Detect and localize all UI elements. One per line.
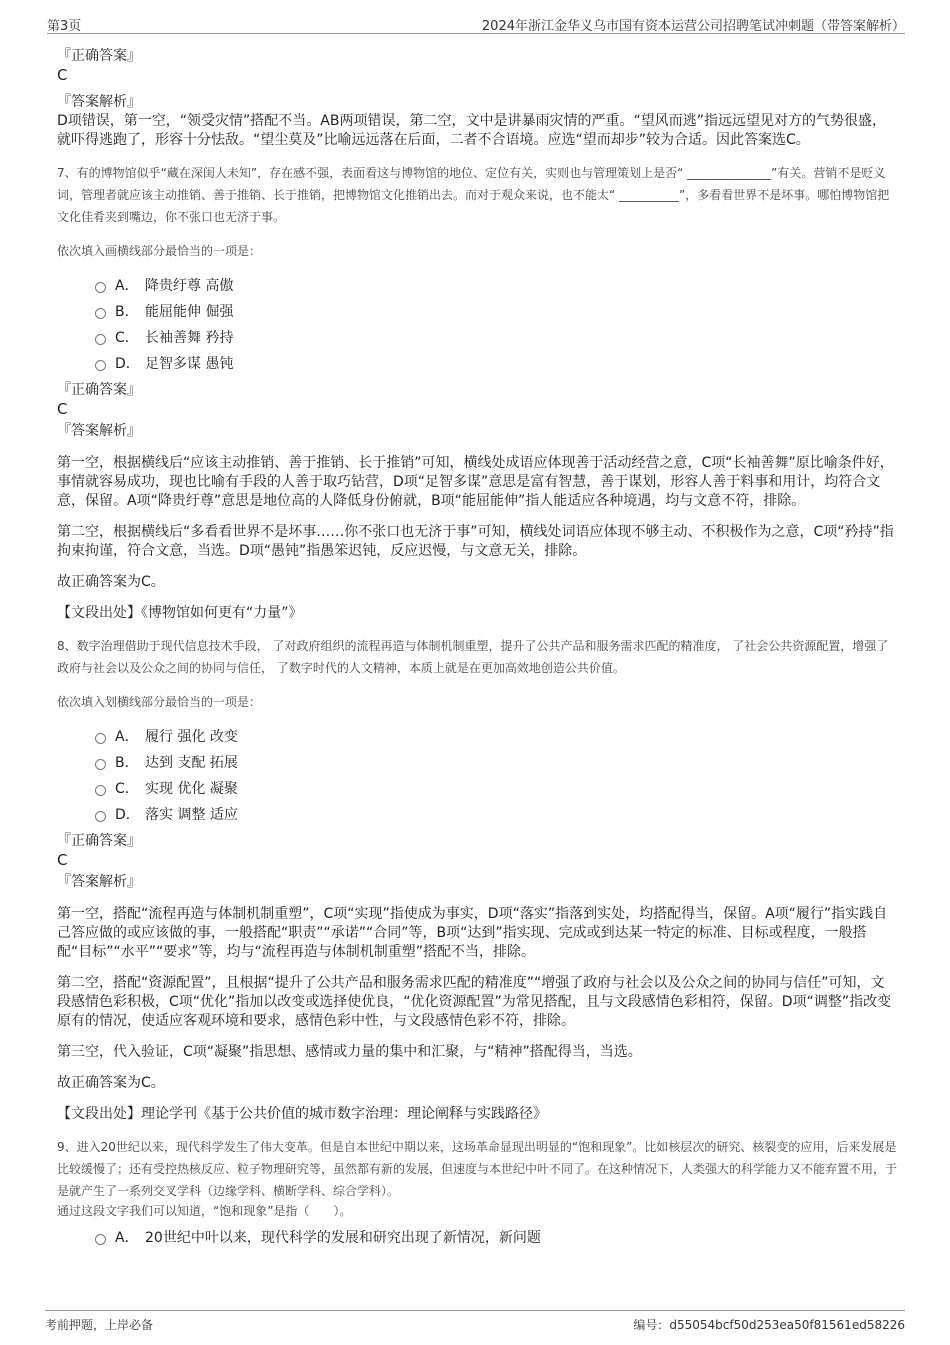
answer-label: 『正确答案』	[57, 833, 141, 849]
option-b[interactable]: B． 达到 支配 拓展	[95, 749, 897, 775]
option-d[interactable]: D． 落实 调整 适应	[95, 801, 897, 827]
question-9-stem: 9、进入20世纪以来，现代科学发生了伟大变革。但是自本世纪中期以来，这场革命显现出明显的“饱和现象”。比如核层次的研究、核裂变的应用，后来发展是比较缓慢了；还有受控热核反应、粒子物理研究等，虽然都有新的发展，但速度与本世纪中叶不同了。在这种情况下，人类强大的科学能力又不能弃置不用，于是就产生了一系列交叉学科（边缘学科、横断学科、综合学科）。	[57, 1140, 898, 1198]
option-a[interactable]: A． 20世纪中叶以来，现代科学的发展和研究出现了新情况，新问题	[95, 1224, 897, 1250]
option-d[interactable]: D． 足智多谋 愚钝	[95, 350, 897, 376]
radio-icon[interactable]	[95, 733, 106, 744]
question-7-options	[95, 272, 897, 376]
option-a[interactable]: A． 履行 强化 改变	[95, 723, 897, 749]
answer-label: 『正确答案』	[57, 382, 141, 398]
document-id: 编号：d55054bcf50d253ea50f81561ed58226	[633, 1318, 905, 1332]
analysis-label: 『答案解析』	[57, 874, 141, 890]
option-c[interactable]: C． 实现 优化 凝聚	[95, 775, 897, 801]
radio-icon[interactable]	[95, 334, 106, 345]
question-8-prompt: 依次填入划横线部分最恰当的一项是：	[57, 695, 262, 709]
analysis-paragraph: 第一空，搭配“流程再造与体制机制重塑”，C项“实现”指使成为事实，D项“落实”指落到实处，均搭配得当，保留。A项“履行”指实践自己答应做的或应该做的事，一般搭配“职责”“承诺”“合同”等，B项“达到”指实现、完成或到达某一特定的标准、目标或程度，一般搭配“目标”“水平”“要求”等，均与“流程再造与体制机制重塑”搭配不当，排除。	[57, 906, 888, 960]
analysis-paragraph: 故正确答案为C。	[57, 1075, 165, 1091]
radio-icon[interactable]	[95, 360, 106, 371]
question-7-stem: 7、有的博物馆似乎“藏在深闺人未知”，存在感不强，表面看这与博物馆的地位、定位有关，实则也与管理策划上是否“ ______________”有关。营销不是贬义词，管理者就应该主动推销、善于推销、长于推销，把博物馆文化推销出去。而对于观众来说，也不能太“ __________”，多看看世界不是坏事。哪怕博物馆把文化佳肴夹到嘴边，你不张口也无济于事。	[57, 166, 890, 224]
page-footer	[45, 1310, 905, 1337]
document-title: 2024年浙江金华义乌市国有资本运营公司招聘笔试冲刺题（带答案解析）	[481, 19, 905, 34]
analysis-paragraph: 故正确答案为C。	[57, 574, 165, 590]
answer-value: C	[57, 851, 68, 869]
radio-icon[interactable]	[95, 282, 106, 293]
page-number: 第3页	[47, 19, 82, 34]
option-c[interactable]: C． 长袖善舞 矜持	[95, 324, 897, 350]
analysis-label: 『答案解析』	[57, 423, 141, 439]
answer-value: C	[57, 66, 68, 84]
option-b[interactable]: B． 能屈能伸 倔强	[95, 298, 897, 324]
analysis-paragraph: 第二空，搭配“资源配置”，且根据“提升了公共产品和服务需求匹配的精准度”“增强了政府与社会以及公众之间的协同与信任”可知，文段感情色彩积极，C项“优化”指加以改变或选择使优良，“优化资源配置”为常见搭配，且与文段感情色彩相符，保留。D项“调整”指改变原有的情况，使适应客观环境和要求，感情色彩中性，与文段感情色彩不符，排除。	[57, 975, 892, 1029]
radio-icon[interactable]	[95, 308, 106, 319]
radio-icon[interactable]	[95, 1234, 106, 1245]
answer-label: 『正确答案』	[57, 48, 141, 64]
question-7-prompt: 依次填入画横线部分最恰当的一项是：	[57, 244, 262, 258]
footer-slogan: 考前押题，上岸必备	[45, 1318, 154, 1332]
source-citation: 【文段出处】《博物馆如何更有“力量”》	[57, 605, 303, 621]
radio-icon[interactable]	[95, 785, 106, 796]
question-9-prompt: 通过这段文字我们可以知道，“饱和现象”是指（ ）。	[57, 1204, 352, 1218]
analysis-paragraph: 第一空，根据横线后“应该主动推销、善于推销、长于推销”可知，横线处成语应体现善于活动经营之意，C项“长袖善舞”原比喻条件好，事情就容易成功，现也比喻有手段的人善于取巧钻营，D项“足智多谋”意思是富有智慧，善于谋划，形容人善于料事和用计，均符合文意，保留。A项“降贵纡尊”意思是地位高的人降低身份俯就，B项“能屈能伸”指人能适应各种境遇，均与文意不符，排除。	[57, 455, 894, 509]
radio-icon[interactable]	[95, 759, 106, 770]
question-9-options	[95, 1224, 897, 1250]
source-citation: 【文段出处】理论学刊《基于公共价值的城市数字治理：理论阐释与实践路径》	[57, 1106, 547, 1122]
analysis-paragraph: 第二空，根据横线后“多看看世界不是坏事……你不张口也无济于事”可知，横线处词语应体现不够主动、不积极作为之意，C项“矜持”指拘束拘谨，符合文意，当选。D项“愚钝”指愚笨迟钝，反应迟慢，与文意无关，排除。	[57, 524, 894, 559]
page-content	[57, 47, 897, 1250]
page-header	[47, 13, 905, 34]
answer-value: C	[57, 400, 68, 418]
analysis-paragraph: 第三空，代入验证，C项“凝聚”指思想、感情或力量的集中和汇聚，与“精神”搭配得当，当选。	[57, 1044, 642, 1060]
question-8-options	[95, 723, 897, 827]
option-a[interactable]: A． 降贵纡尊 高傲	[95, 272, 897, 298]
analysis-label: 『答案解析』	[57, 94, 141, 110]
question-8-stem: 8、数字治理借助于现代信息技术手段， 了对政府组织的流程再造与体制机制重塑，提升了公共产品和服务需求匹配的精准度， 了社会公共资源配置，增强了政府与社会以及公众之间的协同与信任， 了数字时代的人文精神，本质上就是在更加高效地创造公共价值。	[57, 639, 889, 675]
radio-icon[interactable]	[95, 811, 106, 822]
analysis-text: D项错误，第一空，“领受灾情”搭配不当。AB两项错误，第二空，文中是讲暴雨灾情的严重。“望风而逃”指远远望见对方的气势很盛，就吓得逃跑了，形容十分怯敌。“望尘莫及”比喻远远落在后面，二者不合语境。应选“望而却步”较为合适。因此答案选C。	[57, 113, 886, 148]
